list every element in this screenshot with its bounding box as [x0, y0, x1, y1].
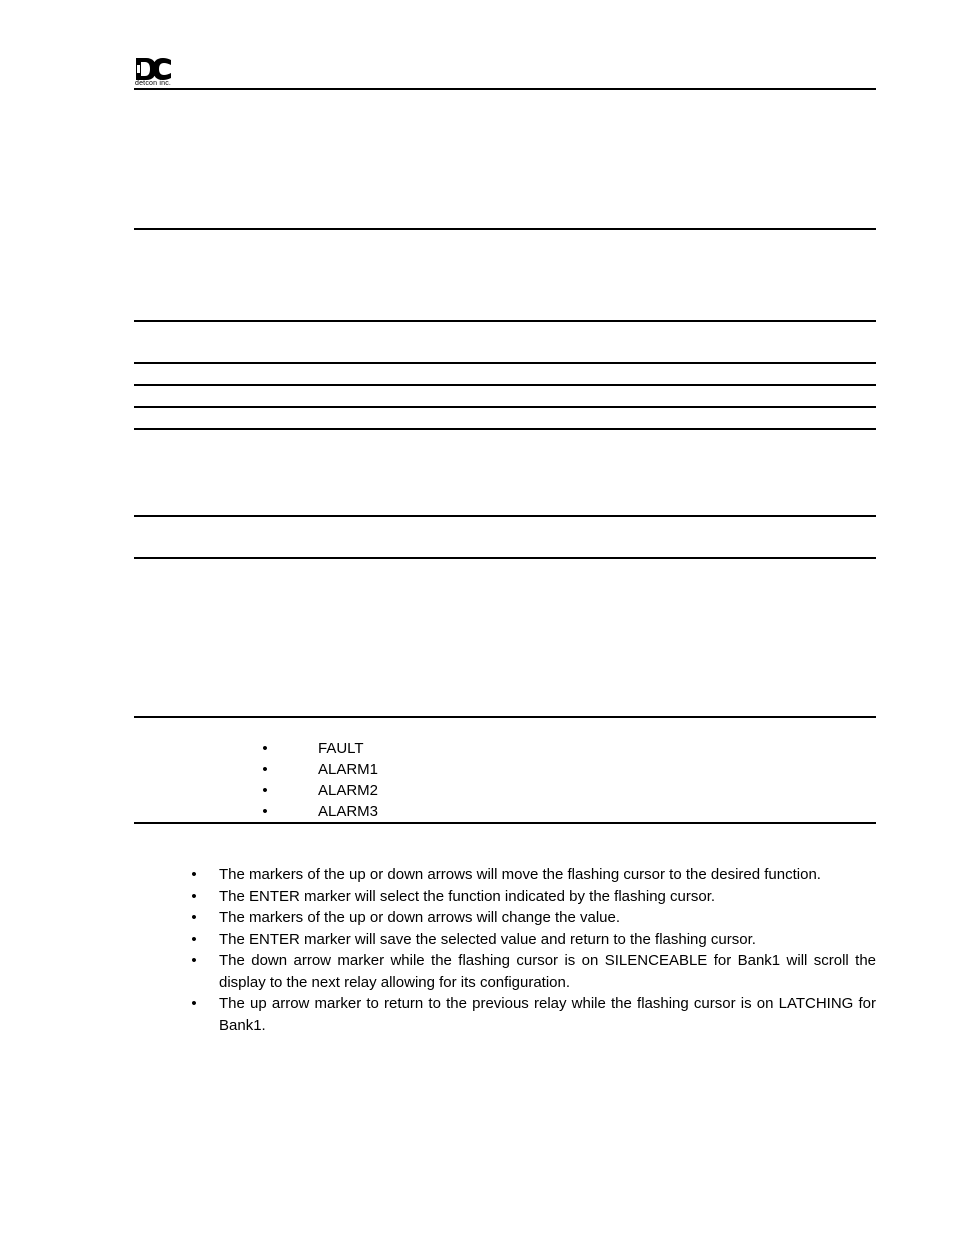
table-rule [134, 362, 876, 364]
instruction-text: The ENTER marker will save the selected value and return to the flashing cursor. [219, 930, 756, 948]
instruction-text: The down arrow marker while the flashing cursor is on SILENCEABLE for Bank1 will scroll the display to the next relay allowing for its configuration. [219, 952, 876, 991]
bullet-icon: • [191, 952, 197, 969]
list-item [186, 864, 876, 886]
list-item [186, 993, 876, 1036]
table-rule [134, 822, 876, 824]
relay-option-label: ALARM3 [318, 803, 379, 820]
bullet-icon: • [191, 909, 197, 926]
bullet-icon: • [262, 740, 268, 757]
bullet-icon: • [191, 887, 197, 905]
logo-text: detcon inc. [135, 80, 172, 87]
instruction-text: The ENTER marker will select the function indicated by the flashing cursor. [219, 887, 716, 905]
bullet-icon: • [191, 930, 197, 948]
list-item [186, 907, 876, 929]
table-rule [134, 557, 876, 559]
bullet-icon: • [262, 761, 268, 778]
table-rule [134, 384, 876, 386]
instruction-text: The markers of the up or down arrows will move the flashing cursor to the desired function. [219, 866, 821, 883]
table-rule [134, 320, 876, 322]
header-rule [134, 88, 876, 90]
list-item [186, 950, 876, 993]
instruction-text: The markers of the up or down arrows will change the value. [219, 909, 621, 926]
relay-option-label: FAULT [318, 740, 364, 757]
bullet-icon: • [262, 803, 268, 820]
table-rule [134, 716, 876, 718]
bullet-icon: • [191, 866, 197, 883]
relay-option-label: ALARM2 [318, 782, 379, 799]
relay-option-label: ALARM1 [318, 761, 379, 778]
table-rule [134, 515, 876, 517]
table-rule [134, 428, 876, 430]
bullet-icon: • [191, 995, 197, 1012]
list-item [186, 929, 876, 951]
instruction-list [186, 864, 876, 1036]
list-item [186, 886, 876, 908]
bullet-icon: • [262, 782, 268, 799]
instruction-text: The up arrow marker to return to the previous relay while the flashing cursor is on LATCHING for Bank1. [219, 995, 876, 1034]
table-rule [134, 406, 876, 408]
table-rule [134, 228, 876, 230]
